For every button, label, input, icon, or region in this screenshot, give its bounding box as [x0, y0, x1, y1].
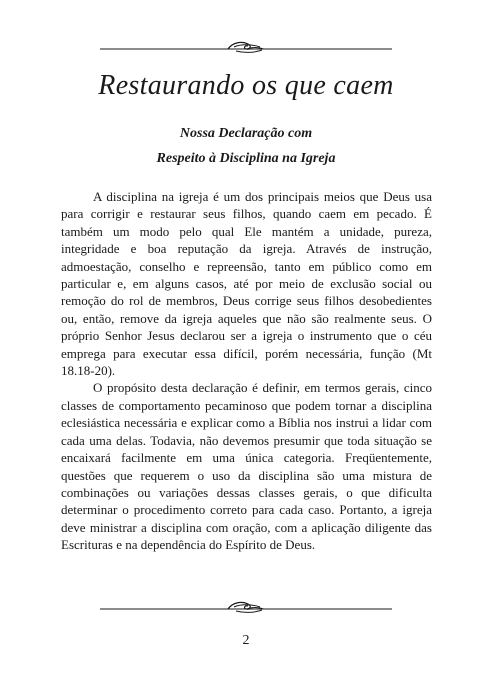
flourish-divider-icon — [100, 598, 392, 616]
section-subtitle-line2: Respeito à Disciplina na Igreja — [156, 151, 336, 166]
flourish-divider-icon — [100, 38, 392, 56]
top-ornament-divider — [100, 38, 392, 56]
bottom-ornament-divider — [100, 598, 392, 616]
page-title: Restaurando os que caem — [98, 70, 394, 101]
page-number: 2 — [242, 633, 250, 648]
paragraph-2: O propósito desta declaração é definir, em termos gerais, cinco classes de comportamento pecaminoso que podem tornar a disciplina eclesiástica necessária e explicar como a Bíblia nos instrui a lidar com cada uma delas. Todavia, não devemos presumir que toda situação se encaixará facilmente em uma única categoria. Freqüentemente, questões que requerem o uso da disciplina são uma mistura de combinações ou variações dessas classes gerais, o que dificulta determinar o procedimento correto para cada caso. Portanto, a igreja deve ministrar a disciplina com oração, com a aplicação diligente das Escrituras e na dependência do Espírito de Deus. — [61, 380, 432, 553]
section-subtitle-line1: Nossa Declaração com — [179, 126, 313, 141]
body-text — [61, 188, 432, 554]
paragraph-1: A disciplina na igreja é um dos principais meios que Deus usa para corrigir e restaurar seus filhos, quando caem em pecado. É também um modo pelo qual Ele mantém a unidade, pureza, integridade e boa reputação da igreja. Através de instrução, admoestação, conselho e repreensão, tanto em público como em particular e, em alguns casos, até por meio de exclusão social ou remoção do rol de membros, Deus corrige seus filhos desobedientes ou, então, remove da igreja aqueles que não são realmente seus. O próprio Senhor Jesus declarou ser a igreja o instrumento que o céu emprega para executar essa difícil, porém necessária, função (Mt 18.18-20). — [61, 189, 432, 379]
